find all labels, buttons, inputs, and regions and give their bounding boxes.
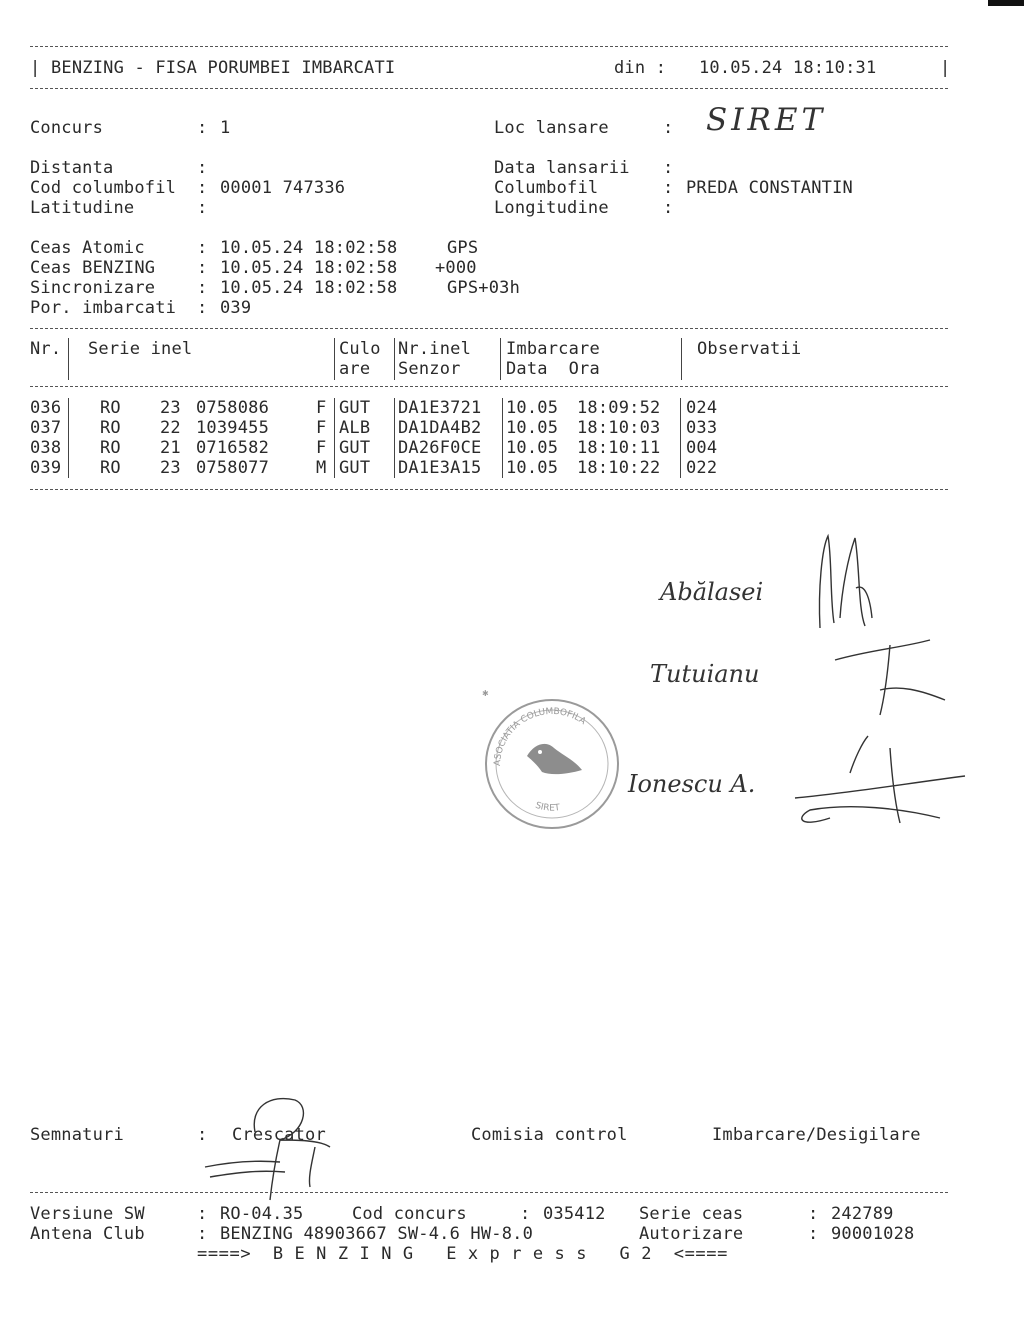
por-imbarcati-value: 039 [220,298,252,318]
versiune-sw-label: Versiune SW [30,1204,145,1224]
row-obs: 024 [686,398,718,418]
cod-columbofil-value: 00001 747336 [220,178,346,198]
row-data: 10.05 [506,398,559,418]
row-tara: RO [100,418,121,438]
imbarcare-desigilare-label: Imbarcare/Desigilare [712,1125,921,1145]
ceas-benzing-suffix: +000 [435,258,477,278]
row-data: 10.05 [506,458,559,478]
colon: : [197,178,208,198]
colon: : [197,1204,208,1224]
row-an: 22 [160,418,181,438]
loc-lansare-handwritten: SIRET [706,102,827,138]
columbofil-value: PREDA CONSTANTIN [686,178,853,198]
row-sex: M [316,458,327,478]
concurs-label: Concurs [30,118,104,138]
serie-ceas-value: 242789 [831,1204,894,1224]
row-an: 21 [160,438,181,458]
row-culoare: GUT [339,398,371,418]
crescator-label: Crescator [232,1125,326,1145]
colon: : [808,1204,819,1224]
colon: : [197,118,208,138]
latitudine-label: Latitudine [30,198,135,218]
col-divider [500,338,501,380]
cod-concurs-value: 035412 [543,1204,606,1224]
header-right-border: | [940,58,951,78]
colon: : [520,1204,531,1224]
row-sex: F [316,438,327,458]
data-lansarii-label: Data lansarii [494,158,630,178]
col-header-observatii: Observatii [697,339,802,359]
distanta-label: Distanta [30,158,114,178]
row-nr: 039 [30,458,62,478]
colon: : [197,1125,208,1145]
loc-lansare-label: Loc lansare [494,118,609,138]
row-culoare: ALB [339,418,371,438]
col-divider [681,338,682,380]
sincronizare-suffix: GPS+03h [447,278,521,298]
longitudine-label: Longitudine [494,198,609,218]
row-senzor: DA26F0CE [398,438,482,458]
sincronizare-label: Sincronizare [30,278,156,298]
signature-2 [830,630,960,720]
row-culoare: GUT [339,458,371,478]
antena-club-label: Antena Club [30,1224,145,1244]
colon: : [663,198,674,218]
row-obs: 022 [686,458,718,478]
handwritten-name: Ionescu A. [628,770,756,798]
header-bottom-rule [30,88,948,89]
row-ora: 18:10:22 [577,458,661,478]
table-header-rule [30,386,948,387]
col-header-culoare-2: are [339,359,371,379]
handwritten-name: Abălasei [660,578,764,606]
por-imbarcati-label: Por. imbarcati [30,298,177,318]
row-tara: RO [100,458,121,478]
col-header-data-ora: Data Ora [506,359,600,379]
colon: : [663,118,674,138]
col-header-senzor: Senzor [398,359,461,379]
columbofil-label: Columbofil [494,178,599,198]
autorizare-label: Autorizare [639,1224,744,1244]
row-nr: 038 [30,438,62,458]
colon: : [197,198,208,218]
colon: : [197,298,208,318]
row-ora: 18:09:52 [577,398,661,418]
col-divider [68,338,69,380]
col-header-imbarcare: Imbarcare [506,339,600,359]
colon: : [197,158,208,178]
ceas-benzing-label: Ceas BENZING [30,258,156,278]
sincronizare-value: 10.05.24 18:02:58 [220,278,398,298]
ceas-atomic-label: Ceas Atomic [30,238,145,258]
table-bottom-rule [30,489,948,490]
row-ora: 18:10:11 [577,438,661,458]
col-header-serie: Serie inel [88,339,193,359]
table-top-rule [30,328,948,329]
stamp-bottom-text: SIRET [533,800,561,814]
col-header-culoare: Culo [339,339,381,359]
row-ora: 18:10:03 [577,418,661,438]
antena-club-value: BENZING 48903667 SW-4.6 HW-8.0 [220,1224,534,1244]
row-inel: 0758086 [196,398,270,418]
svg-text:ASOCIATIA COLUMBOFILA [493,707,588,766]
cod-columbofil-label: Cod columbofil [30,178,177,198]
col-divider [334,398,335,478]
col-divider [680,398,681,478]
col-divider [394,338,395,380]
row-obs: 033 [686,418,718,438]
row-obs: 004 [686,438,718,458]
crescator-signature [200,1092,340,1202]
cod-concurs-label: Cod concurs [352,1204,467,1224]
ceas-atomic-value: 10.05.24 18:02:58 [220,238,398,258]
ceas-atomic-suffix: GPS [447,238,479,258]
col-header-nr: Nr. [30,339,62,359]
header-title: BENZING - FISA PORUMBEI IMBARCATI [51,58,396,78]
row-nr: 036 [30,398,62,418]
row-an: 23 [160,398,181,418]
colon: : [197,238,208,258]
colon: : [197,258,208,278]
header-left-border: | [30,58,41,78]
row-tara: RO [100,398,121,418]
stamp-text: ASOCIATIA COLUMBOFILA [492,706,588,767]
row-tara: RO [100,438,121,458]
col-header-nrinel: Nr.inel [398,339,472,359]
ceas-benzing-value: 10.05.24 18:02:58 [220,258,398,278]
col-divider [68,398,69,478]
row-sex: F [316,418,327,438]
club-stamp [482,689,622,832]
row-senzor: DA1E3721 [398,398,482,418]
header-top-rule [30,46,948,47]
handwritten-name: Tutuianu [650,660,760,688]
colon: : [197,278,208,298]
scan-edge-mark [988,0,1024,6]
row-nr: 037 [30,418,62,438]
colon: : [663,178,674,198]
signature-1 [810,528,880,638]
row-culoare: GUT [339,438,371,458]
colon: : [663,158,674,178]
row-senzor: DA1DA4B2 [398,418,482,438]
concurs-value: 1 [220,118,231,138]
colon: : [197,1224,208,1244]
row-senzor: DA1E3A15 [398,458,482,478]
header-datetime: 10.05.24 18:10:31 [699,58,877,78]
col-divider [502,398,503,478]
row-inel: 0758077 [196,458,270,478]
row-sex: F [316,398,327,418]
col-divider [334,338,335,380]
row-inel: 0716582 [196,438,270,458]
signature-3 [790,728,970,838]
svg-text:✱: ✱ [482,689,489,698]
versiune-sw-value: RO-04.35 [220,1204,304,1224]
header-din-label: din : [614,58,667,78]
svg-text:SIRET [534,801,561,814]
row-data: 10.05 [506,438,559,458]
semnaturi-label: Semnaturi [30,1125,124,1145]
benzing-banner: ====> B E N Z I N G E x p r e s s G 2 <==== [197,1244,728,1264]
serie-ceas-label: Serie ceas [639,1204,744,1224]
row-inel: 1039455 [196,418,270,438]
comisia-control-label: Comisia control [471,1125,628,1145]
footer-rule [30,1192,948,1193]
col-divider [394,398,395,478]
autorizare-value: 90001028 [831,1224,915,1244]
colon: : [808,1224,819,1244]
row-data: 10.05 [506,418,559,438]
row-an: 23 [160,458,181,478]
